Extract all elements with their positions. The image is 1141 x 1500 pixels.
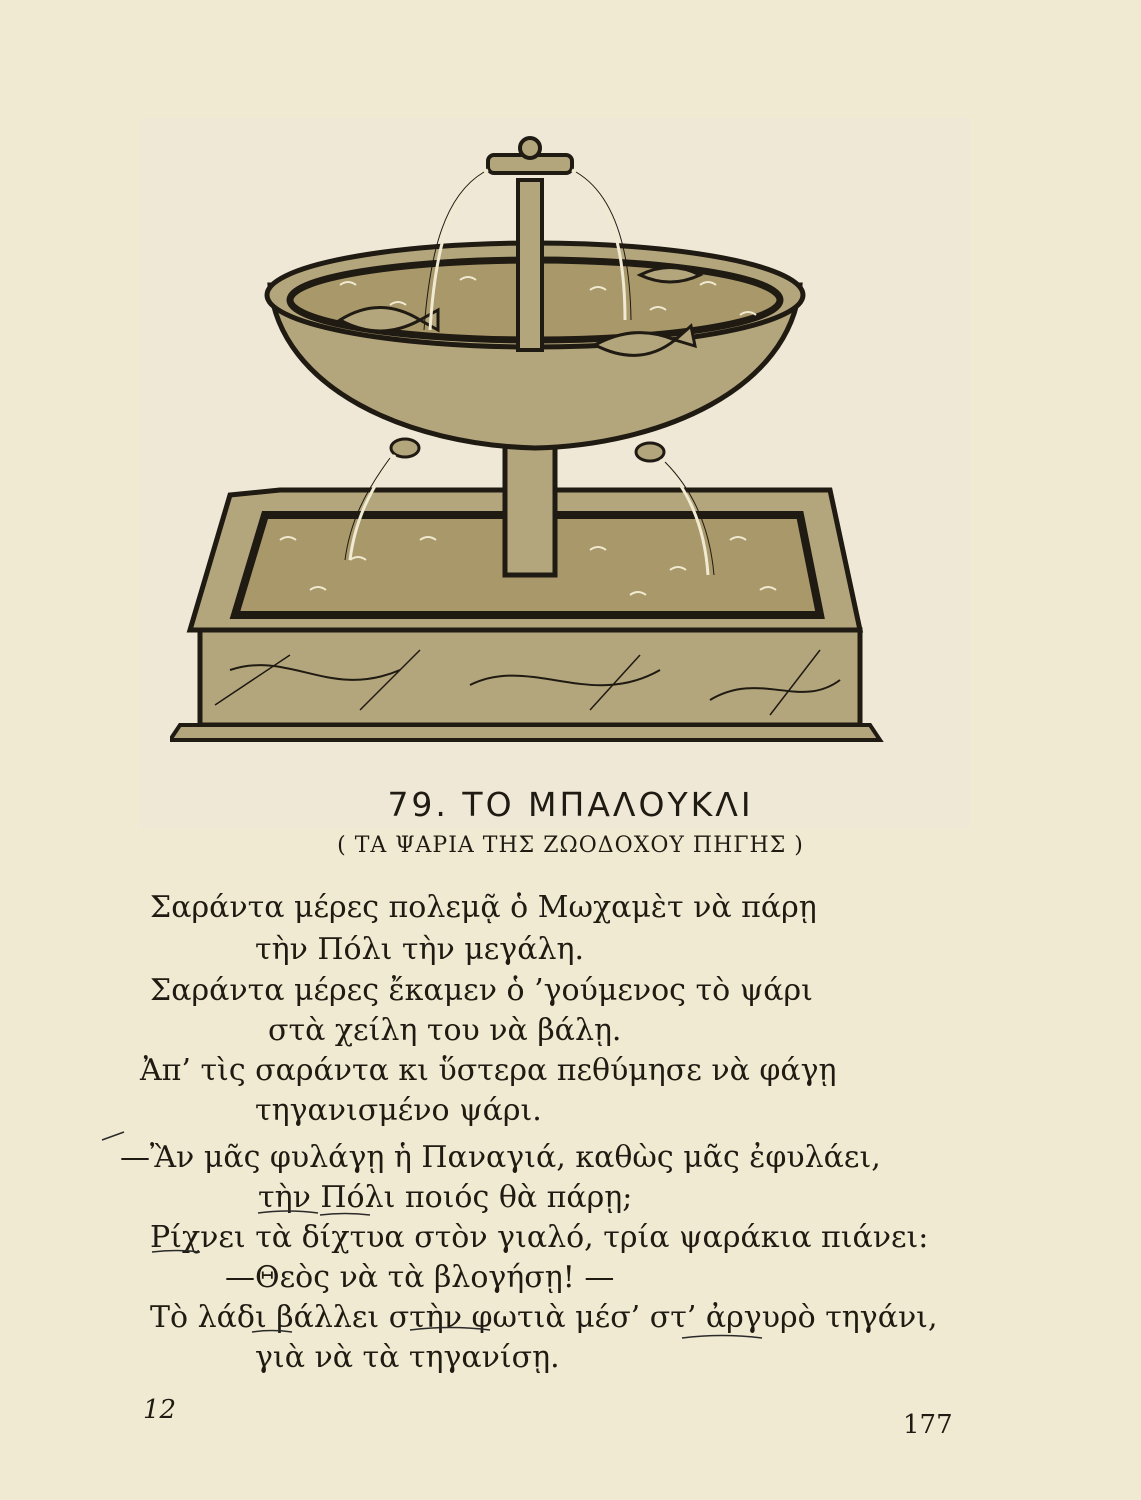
poem-line: στὰ χείλη του νὰ βάλῃ.: [268, 1013, 622, 1048]
poem-line: γιὰ νὰ τὰ τηγανίσῃ.: [255, 1340, 560, 1375]
poem-line: τὴν Πόλι τὴν μεγάλη.: [255, 932, 584, 967]
poem-line: τὴν Πόλι ποιός θὰ πάρῃ;: [258, 1180, 633, 1215]
figure-title: 79. ΤΟ ΜΠΑΛΟΥΚΛΙ: [387, 785, 754, 824]
poem-line: τηγανισμένο ψάρι.: [255, 1093, 542, 1128]
poem-line: Σαράντα μέρες ἔκαμεν ὁ ’γούμενος τὸ ψάρι: [150, 973, 813, 1008]
poem-line: —Ἂν μᾶς φυλάγῃ ἡ Παναγιά, καθὼς μᾶς ἐφυλάει,: [120, 1140, 881, 1175]
poem-line: Ἀπ’ τὶς σαράντα κι ὕστερα πεθύμησε νὰ φάγῃ: [140, 1053, 837, 1088]
page-number: 177: [903, 1410, 953, 1440]
poem-line: Ρίχνει τὰ δίχτυα στὸν γιαλό, τρία ψαράκια πιάνει:: [150, 1220, 929, 1255]
figure-subtitle: ( ΤΑ ΨΑΡΙΑ ΤΗΣ ΖΩΟΔΟΧΟΥ ΠΗΓΗΣ ): [337, 833, 804, 858]
poem-line: Τὸ λάδι βάλλει στὴν φωτιὰ μέσ’ στ’ ἀργυρὸ τηγάνι,: [150, 1300, 938, 1335]
poem-line: Σαράντα μέρες πολεμᾷ ὁ Μωχαμὲτ νὰ πάρῃ: [150, 890, 817, 925]
poem-line: —Θεὸς νὰ τὰ βλογήσῃ! —: [225, 1260, 615, 1295]
signature-mark: 12: [143, 1395, 177, 1425]
